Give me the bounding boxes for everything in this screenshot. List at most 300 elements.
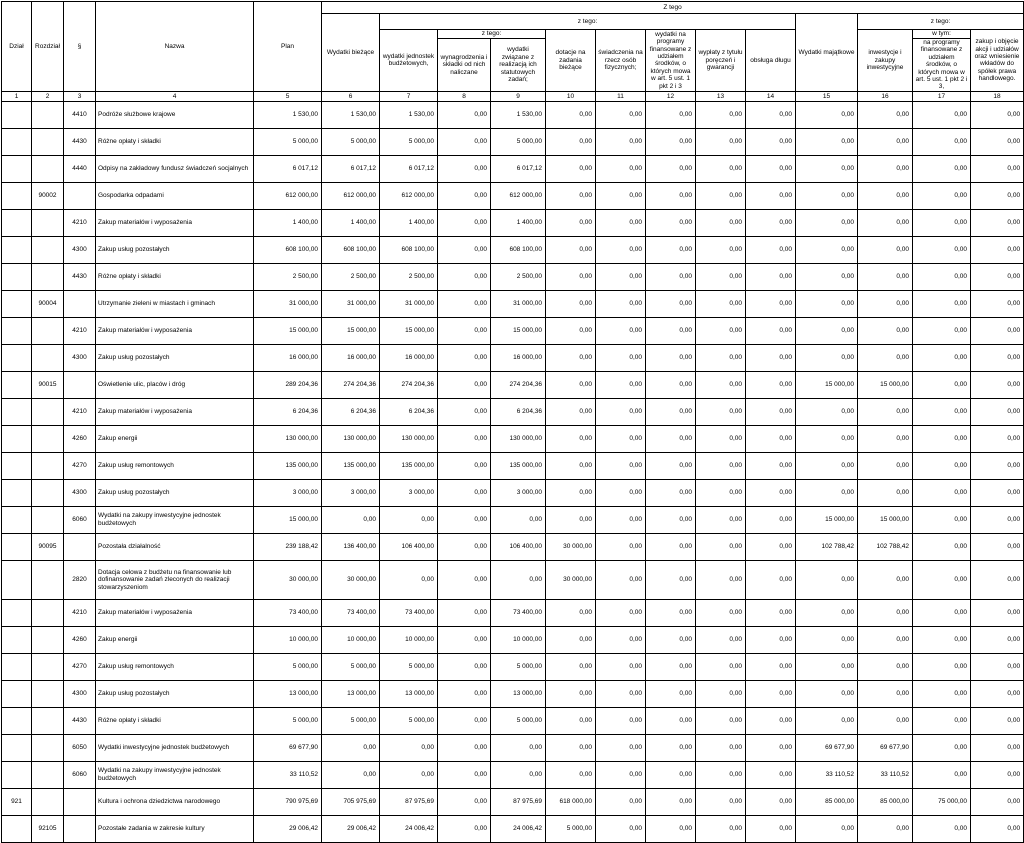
amount-cell: 0,00	[596, 560, 646, 599]
amount-cell: 0,00	[596, 680, 646, 707]
amount-cell: 0,00	[913, 371, 971, 398]
amount-cell: 30 000,00	[546, 560, 596, 599]
amount-cell: 0,00	[746, 734, 796, 761]
nazwa-cell: Zakup usług pozostałych	[96, 479, 254, 506]
dzial-cell	[2, 209, 32, 236]
amount-cell: 0,00	[546, 761, 596, 788]
paragraf-cell: 6050	[64, 734, 96, 761]
amount-cell: 5 000,00	[380, 653, 438, 680]
amount-cell: 0,00	[438, 101, 491, 128]
amount-cell: 0,00	[971, 209, 1024, 236]
amount-cell: 0,00	[746, 626, 796, 653]
amount-cell: 0,00	[913, 479, 971, 506]
amount-cell: 0,00	[913, 263, 971, 290]
amount-cell: 3 000,00	[322, 479, 380, 506]
amount-cell: 0,00	[971, 371, 1024, 398]
nazwa-cell: Różne opłaty i składki	[96, 707, 254, 734]
amount-cell: 0,00	[746, 182, 796, 209]
amount-cell: 2 500,00	[254, 263, 322, 290]
amount-cell: 0,00	[696, 155, 746, 182]
rozdzial-cell	[32, 680, 64, 707]
amount-cell: 0,00	[858, 680, 913, 707]
amount-cell: 0,00	[796, 398, 858, 425]
amount-cell: 0,00	[913, 344, 971, 371]
amount-cell: 5 000,00	[491, 707, 546, 734]
col-header-z-tego-majatkowe: z tego:	[858, 14, 1024, 30]
column-number: 2	[32, 91, 64, 101]
amount-cell: 15 000,00	[254, 317, 322, 344]
amount-cell: 0,00	[438, 209, 491, 236]
rozdzial-cell	[32, 155, 64, 182]
rozdzial-cell	[32, 425, 64, 452]
amount-cell: 274 204,36	[491, 371, 546, 398]
nazwa-cell: Zakup usług pozostałych	[96, 344, 254, 371]
rozdzial-cell	[32, 788, 64, 815]
table-row	[2, 815, 1024, 842]
amount-cell: 0,00	[746, 371, 796, 398]
amount-cell: 0,00	[913, 182, 971, 209]
amount-cell: 13 000,00	[254, 680, 322, 707]
amount-cell: 0,00	[913, 209, 971, 236]
amount-cell: 0,00	[913, 707, 971, 734]
amount-cell: 0,00	[546, 317, 596, 344]
amount-cell: 0,00	[796, 128, 858, 155]
rozdzial-cell	[32, 452, 64, 479]
amount-cell: 24 006,42	[380, 815, 438, 842]
amount-cell: 0,00	[858, 155, 913, 182]
amount-cell: 239 188,42	[254, 533, 322, 560]
amount-cell: 0,00	[746, 290, 796, 317]
amount-cell: 130 000,00	[322, 425, 380, 452]
dzial-cell	[2, 599, 32, 626]
amount-cell: 0,00	[913, 317, 971, 344]
amount-cell: 5 000,00	[322, 128, 380, 155]
amount-cell: 0,00	[971, 680, 1024, 707]
nazwa-cell: Zakup materiałów i wyposażenia	[96, 209, 254, 236]
table-row	[2, 398, 1024, 425]
table-header	[2, 2, 1024, 102]
amount-cell: 85 000,00	[858, 788, 913, 815]
col-header-w-tym: w tym:	[913, 30, 971, 39]
amount-cell: 0,00	[380, 560, 438, 599]
amount-cell: 0,00	[546, 734, 596, 761]
amount-cell: 31 000,00	[380, 290, 438, 317]
col-header-wynagrodzenia: wynagrodzenia i składki od nich naliczane	[438, 39, 491, 92]
amount-cell: 0,00	[796, 653, 858, 680]
nazwa-cell: Zakup materiałów i wyposażenia	[96, 317, 254, 344]
nazwa-cell: Oświetlenie ulic, placów i dróg	[96, 371, 254, 398]
paragraf-cell: 4300	[64, 344, 96, 371]
amount-cell: 0,00	[646, 290, 696, 317]
amount-cell: 0,00	[596, 452, 646, 479]
amount-cell: 0,00	[913, 626, 971, 653]
table-row	[2, 761, 1024, 788]
amount-cell: 0,00	[746, 128, 796, 155]
amount-cell: 0,00	[796, 236, 858, 263]
amount-cell: 0,00	[858, 128, 913, 155]
amount-cell: 5 000,00	[254, 653, 322, 680]
amount-cell: 0,00	[596, 815, 646, 842]
amount-cell: 15 000,00	[322, 317, 380, 344]
amount-cell: 2 500,00	[322, 263, 380, 290]
table-row	[2, 263, 1024, 290]
amount-cell: 0,00	[546, 155, 596, 182]
amount-cell: 0,00	[858, 263, 913, 290]
paragraf-cell	[64, 182, 96, 209]
amount-cell: 0,00	[438, 734, 491, 761]
amount-cell: 0,00	[646, 788, 696, 815]
amount-cell: 0,00	[596, 290, 646, 317]
amount-cell: 0,00	[438, 182, 491, 209]
paragraf-cell: 4260	[64, 626, 96, 653]
amount-cell: 0,00	[971, 182, 1024, 209]
amount-cell: 0,00	[380, 734, 438, 761]
amount-cell: 0,00	[696, 371, 746, 398]
amount-cell: 5 000,00	[254, 128, 322, 155]
column-number: 4	[96, 91, 254, 101]
amount-cell: 0,00	[596, 236, 646, 263]
amount-cell: 0,00	[858, 236, 913, 263]
amount-cell: 0,00	[646, 371, 696, 398]
amount-cell: 0,00	[971, 290, 1024, 317]
amount-cell: 0,00	[546, 506, 596, 533]
amount-cell: 0,00	[696, 680, 746, 707]
amount-cell: 24 006,42	[491, 815, 546, 842]
amount-cell: 0,00	[596, 263, 646, 290]
amount-cell: 0,00	[796, 209, 858, 236]
amount-cell: 31 000,00	[322, 290, 380, 317]
dzial-cell	[2, 533, 32, 560]
amount-cell: 5 000,00	[254, 707, 322, 734]
amount-cell: 0,00	[696, 263, 746, 290]
amount-cell: 0,00	[796, 101, 858, 128]
table-row	[2, 128, 1024, 155]
rozdzial-cell	[32, 263, 64, 290]
amount-cell: 0,00	[858, 815, 913, 842]
dzial-cell	[2, 425, 32, 452]
column-number: 5	[254, 91, 322, 101]
paragraf-cell: 4210	[64, 317, 96, 344]
amount-cell: 0,00	[596, 599, 646, 626]
amount-cell: 0,00	[491, 506, 546, 533]
amount-cell: 15 000,00	[254, 506, 322, 533]
amount-cell: 0,00	[546, 398, 596, 425]
amount-cell: 15 000,00	[858, 506, 913, 533]
amount-cell: 0,00	[971, 101, 1024, 128]
amount-cell: 0,00	[696, 101, 746, 128]
rozdzial-cell	[32, 599, 64, 626]
dzial-cell	[2, 707, 32, 734]
amount-cell: 0,00	[913, 734, 971, 761]
amount-cell: 0,00	[546, 599, 596, 626]
rozdzial-cell	[32, 128, 64, 155]
amount-cell: 0,00	[913, 506, 971, 533]
amount-cell: 0,00	[646, 560, 696, 599]
amount-cell: 1 400,00	[491, 209, 546, 236]
amount-cell: 0,00	[696, 128, 746, 155]
col-header-z-tego-biezace: z tego:	[380, 14, 796, 30]
amount-cell: 16 000,00	[322, 344, 380, 371]
column-number: 9	[491, 91, 546, 101]
paragraf-cell: 4210	[64, 599, 96, 626]
amount-cell: 0,00	[971, 317, 1024, 344]
nazwa-cell: Zakup materiałów i wyposażenia	[96, 599, 254, 626]
amount-cell: 0,00	[696, 815, 746, 842]
amount-cell: 0,00	[322, 734, 380, 761]
amount-cell: 0,00	[858, 599, 913, 626]
amount-cell: 0,00	[646, 155, 696, 182]
column-number: 12	[646, 91, 696, 101]
amount-cell: 73 400,00	[322, 599, 380, 626]
amount-cell: 0,00	[696, 317, 746, 344]
amount-cell: 0,00	[796, 182, 858, 209]
amount-cell: 2 500,00	[380, 263, 438, 290]
rozdzial-cell	[32, 479, 64, 506]
amount-cell: 106 400,00	[380, 533, 438, 560]
amount-cell: 0,00	[438, 653, 491, 680]
amount-cell: 30 000,00	[546, 533, 596, 560]
amount-cell: 0,00	[971, 533, 1024, 560]
col-header-wyplaty: wypłaty z tytułu poręczeń i gwarancji	[696, 30, 746, 92]
amount-cell: 15 000,00	[796, 371, 858, 398]
amount-cell: 10 000,00	[322, 626, 380, 653]
amount-cell: 85 000,00	[796, 788, 858, 815]
amount-cell: 0,00	[646, 398, 696, 425]
column-number: 1	[2, 91, 32, 101]
table-row	[2, 290, 1024, 317]
nazwa-cell: Różne opłaty i składki	[96, 263, 254, 290]
paragraf-cell: 4270	[64, 653, 96, 680]
amount-cell: 0,00	[438, 290, 491, 317]
dzial-cell	[2, 290, 32, 317]
amount-cell: 0,00	[596, 533, 646, 560]
amount-cell: 0,00	[596, 344, 646, 371]
amount-cell: 0,00	[858, 101, 913, 128]
amount-cell: 0,00	[646, 680, 696, 707]
amount-cell: 0,00	[858, 479, 913, 506]
amount-cell: 0,00	[438, 344, 491, 371]
nazwa-cell: Dotacja celowa z budżetu na finansowanie lub dofinansowanie zadań zleconych do realizacji stowarzyszeniom	[96, 560, 254, 599]
rozdzial-cell	[32, 626, 64, 653]
amount-cell: 0,00	[746, 599, 796, 626]
column-number: 16	[858, 91, 913, 101]
table-row	[2, 155, 1024, 182]
amount-cell: 0,00	[596, 788, 646, 815]
column-number: 11	[596, 91, 646, 101]
amount-cell: 0,00	[696, 209, 746, 236]
amount-cell: 0,00	[596, 479, 646, 506]
table-row	[2, 425, 1024, 452]
amount-cell: 0,00	[596, 653, 646, 680]
amount-cell: 1 530,00	[254, 101, 322, 128]
nazwa-cell: Zakup energii	[96, 425, 254, 452]
nazwa-cell: Podróże służbowe krajowe	[96, 101, 254, 128]
amount-cell: 0,00	[858, 398, 913, 425]
nazwa-cell: Gospodarka odpadami	[96, 182, 254, 209]
col-header-programy-majatkowe: na programy finansowane z udziałem środków, o których mowa w art. 5 ust. 1 pkt 2 i 3,	[913, 39, 971, 92]
amount-cell: 0,00	[971, 599, 1024, 626]
col-header-wydatki-zwiazane: wydatki związane z realizacją ich statutowych zadań;	[491, 39, 546, 92]
amount-cell: 0,00	[696, 653, 746, 680]
amount-cell: 0,00	[646, 101, 696, 128]
amount-cell: 705 975,69	[322, 788, 380, 815]
amount-cell: 0,00	[546, 371, 596, 398]
rozdzial-cell: 92105	[32, 815, 64, 842]
amount-cell: 0,00	[746, 479, 796, 506]
dzial-cell	[2, 128, 32, 155]
amount-cell: 612 000,00	[254, 182, 322, 209]
amount-cell: 16 000,00	[254, 344, 322, 371]
paragraf-cell: 2820	[64, 560, 96, 599]
amount-cell: 0,00	[696, 452, 746, 479]
table-row	[2, 182, 1024, 209]
amount-cell: 0,00	[858, 317, 913, 344]
col-header-wydatki-biezace: Wydatki bieżące	[322, 14, 380, 92]
paragraf-cell: 4260	[64, 425, 96, 452]
amount-cell: 29 006,42	[322, 815, 380, 842]
amount-cell: 33 110,52	[858, 761, 913, 788]
nazwa-cell: Wydatki na zakupy inwestycyjne jednostek budżetowych	[96, 761, 254, 788]
amount-cell: 6 017,12	[491, 155, 546, 182]
dzial-cell	[2, 653, 32, 680]
rozdzial-cell	[32, 236, 64, 263]
amount-cell: 0,00	[696, 398, 746, 425]
amount-cell: 0,00	[913, 155, 971, 182]
amount-cell: 87 975,69	[491, 788, 546, 815]
amount-cell: 0,00	[696, 626, 746, 653]
amount-cell: 0,00	[746, 653, 796, 680]
column-number: 15	[796, 91, 858, 101]
nazwa-cell: Wydatki inwestycyjne jednostek budżetowych	[96, 734, 254, 761]
dzial-cell	[2, 479, 32, 506]
table-row	[2, 371, 1024, 398]
amount-cell: 0,00	[971, 707, 1024, 734]
amount-cell: 0,00	[971, 128, 1024, 155]
table-row	[2, 452, 1024, 479]
amount-cell: 0,00	[696, 344, 746, 371]
amount-cell: 0,00	[438, 506, 491, 533]
amount-cell: 0,00	[546, 128, 596, 155]
amount-cell: 0,00	[858, 290, 913, 317]
amount-cell: 1 400,00	[322, 209, 380, 236]
amount-cell: 3 000,00	[491, 479, 546, 506]
paragraf-cell	[64, 533, 96, 560]
amount-cell: 0,00	[913, 101, 971, 128]
table-row	[2, 317, 1024, 344]
col-header-plan: Plan	[254, 2, 322, 92]
amount-cell: 0,00	[596, 371, 646, 398]
amount-cell: 0,00	[546, 425, 596, 452]
nazwa-cell: Różne opłaty i składki	[96, 128, 254, 155]
column-number: 6	[322, 91, 380, 101]
amount-cell: 0,00	[746, 707, 796, 734]
amount-cell: 0,00	[971, 506, 1024, 533]
amount-cell: 0,00	[380, 761, 438, 788]
rozdzial-cell	[32, 317, 64, 344]
amount-cell: 0,00	[646, 209, 696, 236]
table-row	[2, 707, 1024, 734]
amount-cell: 0,00	[796, 425, 858, 452]
rozdzial-cell	[32, 101, 64, 128]
amount-cell: 0,00	[596, 317, 646, 344]
amount-cell: 0,00	[491, 560, 546, 599]
col-header-inwestycje: inwestycje i zakupy inwestycyjne	[858, 30, 913, 92]
amount-cell: 87 975,69	[380, 788, 438, 815]
amount-cell: 0,00	[438, 425, 491, 452]
col-header-wydatki-programy: wydatki na programy finansowane z udziałem środków, o których mowa w art. 5 ust. 1 pkt 2 i 3	[646, 30, 696, 92]
amount-cell: 0,00	[491, 761, 546, 788]
amount-cell: 0,00	[646, 182, 696, 209]
amount-cell: 0,00	[971, 344, 1024, 371]
nazwa-cell: Pozostałe zadania w zakresie kultury	[96, 815, 254, 842]
amount-cell: 0,00	[971, 398, 1024, 425]
amount-cell: 0,00	[858, 707, 913, 734]
amount-cell: 0,00	[696, 479, 746, 506]
amount-cell: 0,00	[746, 452, 796, 479]
amount-cell: 16 000,00	[491, 344, 546, 371]
amount-cell: 0,00	[596, 425, 646, 452]
amount-cell: 274 204,36	[380, 371, 438, 398]
amount-cell: 0,00	[696, 788, 746, 815]
amount-cell: 0,00	[913, 398, 971, 425]
amount-cell: 0,00	[913, 533, 971, 560]
rozdzial-cell: 90004	[32, 290, 64, 317]
nazwa-cell: Zakup usług remontowych	[96, 452, 254, 479]
amount-cell: 612 000,00	[322, 182, 380, 209]
amount-cell: 0,00	[796, 479, 858, 506]
amount-cell: 6 204,36	[254, 398, 322, 425]
amount-cell: 0,00	[796, 263, 858, 290]
amount-cell: 6 017,12	[322, 155, 380, 182]
amount-cell: 0,00	[796, 815, 858, 842]
amount-cell: 0,00	[646, 452, 696, 479]
amount-cell: 1 400,00	[254, 209, 322, 236]
col-header-dzial: Dział	[2, 2, 32, 92]
amount-cell: 0,00	[438, 452, 491, 479]
nazwa-cell: Zakup energii	[96, 626, 254, 653]
col-header-obsluga-dlugu: obsługa długu	[746, 30, 796, 92]
amount-cell: 31 000,00	[254, 290, 322, 317]
amount-cell: 0,00	[746, 101, 796, 128]
paragraf-cell: 4430	[64, 263, 96, 290]
rozdzial-cell: 90095	[32, 533, 64, 560]
amount-cell: 0,00	[646, 599, 696, 626]
amount-cell: 0,00	[546, 290, 596, 317]
amount-cell: 69 677,90	[796, 734, 858, 761]
dzial-cell	[2, 155, 32, 182]
amount-cell: 102 788,42	[796, 533, 858, 560]
amount-cell: 33 110,52	[254, 761, 322, 788]
dzial-cell	[2, 101, 32, 128]
amount-cell: 0,00	[696, 761, 746, 788]
paragraf-cell	[64, 815, 96, 842]
dzial-cell	[2, 506, 32, 533]
amount-cell: 13 000,00	[322, 680, 380, 707]
table-row	[2, 734, 1024, 761]
column-number: 7	[380, 91, 438, 101]
table-row	[2, 101, 1024, 128]
amount-cell: 0,00	[913, 815, 971, 842]
amount-cell: 69 677,90	[254, 734, 322, 761]
dzial-cell	[2, 761, 32, 788]
paragraf-cell: 4300	[64, 479, 96, 506]
amount-cell: 73 400,00	[491, 599, 546, 626]
amount-cell: 0,00	[796, 560, 858, 599]
amount-cell: 31 000,00	[491, 290, 546, 317]
col-header-z-tego: Z tego	[322, 2, 1024, 14]
amount-cell: 0,00	[696, 560, 746, 599]
amount-cell: 135 000,00	[254, 452, 322, 479]
